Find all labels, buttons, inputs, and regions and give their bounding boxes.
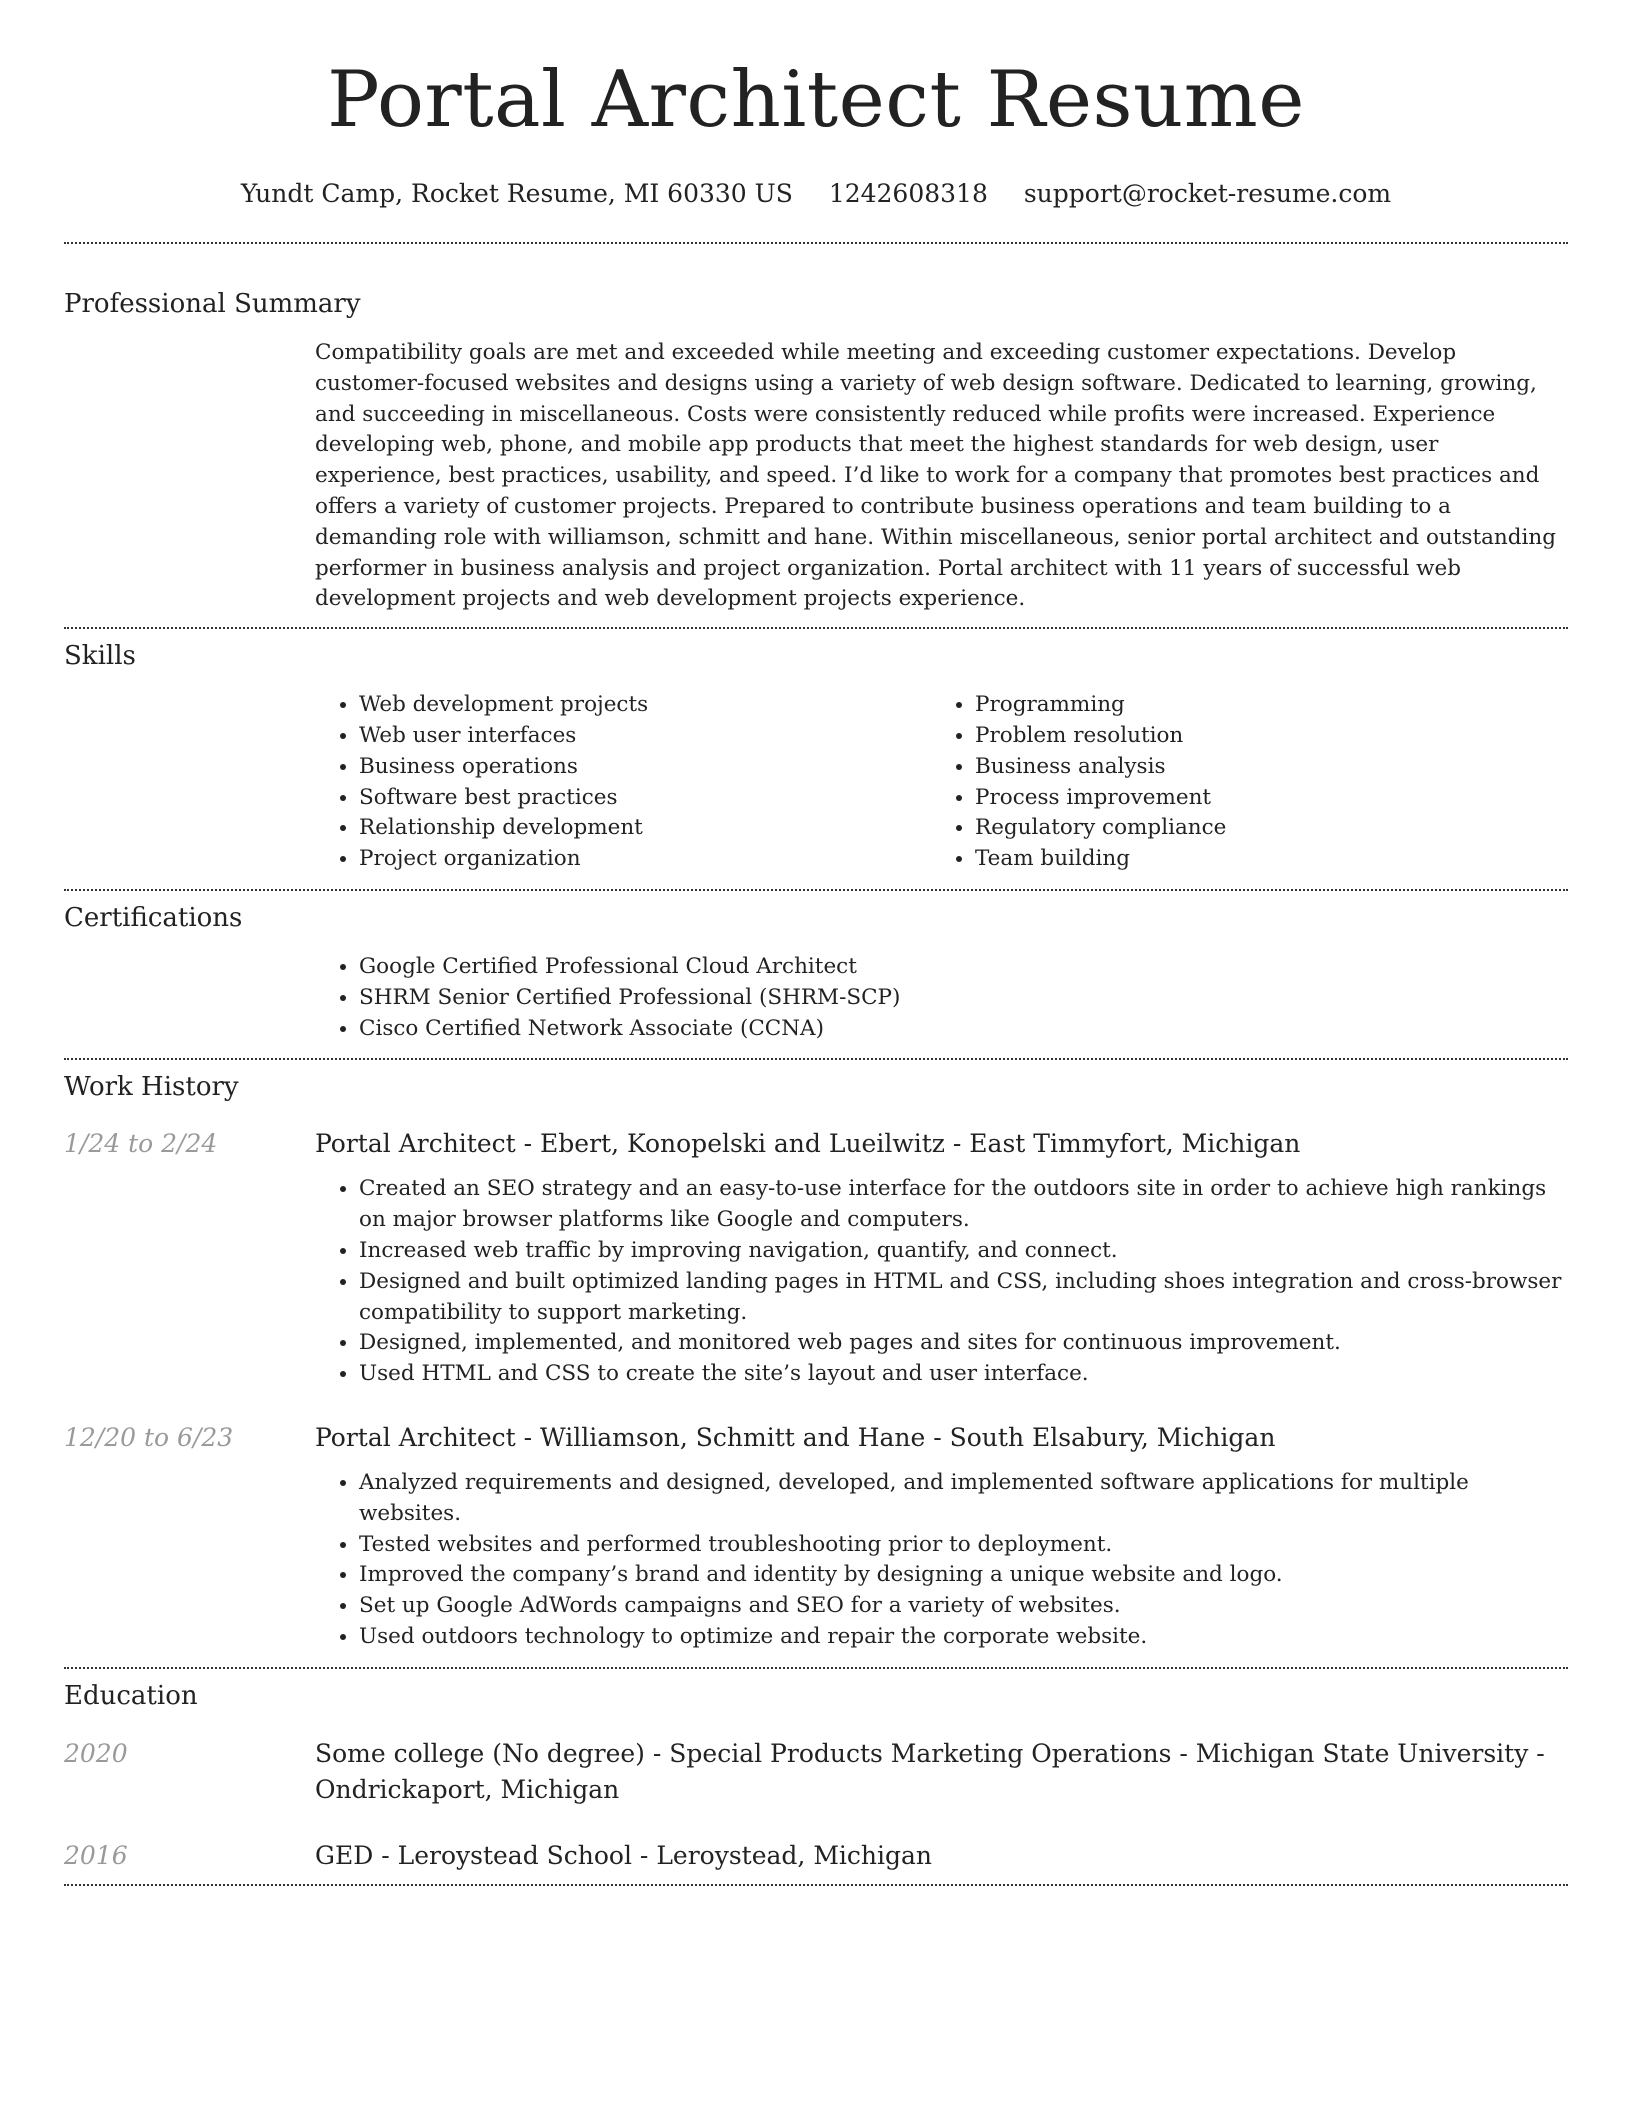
skill-item: • Web development projects [359, 690, 931, 721]
work-history-section [64, 1060, 1568, 1666]
summary-heading: Professional Summary [64, 289, 361, 319]
skills-column-left [315, 690, 931, 875]
work-dates: 1/24 to 2/24 [64, 1129, 218, 1159]
work-details [315, 1420, 1568, 1653]
skill-item: • Business operations [359, 752, 931, 783]
work-bullet: • Tested websites and performed troubleshooting prior to deployment. [359, 1530, 1568, 1561]
work-entry [64, 1420, 1568, 1653]
work-details [315, 1126, 1568, 1390]
work-bullet: • Improved the company’s brand and identity by designing a unique website and logo. [359, 1560, 1568, 1591]
education-heading: Education [64, 1680, 198, 1711]
skill-item: • Programming [975, 690, 1547, 721]
skill-item: • Project organization [359, 844, 931, 875]
work-bullet: • Created an SEO strategy and an easy-to-use interface for the outdoors site in order to achieve high rankings on major browser platforms like Google and computers. [359, 1174, 1568, 1236]
certification-item: • Google Certified Professional Cloud Architect [359, 952, 1568, 983]
certifications-section [64, 891, 1568, 1044]
certifications-heading: Certifications [64, 902, 243, 933]
contact-phone: 1242608318 [828, 179, 988, 208]
education-section [64, 1669, 1568, 1884]
work-bullet: • Set up Google AdWords campaigns and SEO for a variety of websites. [359, 1591, 1568, 1622]
contact-line [64, 178, 1568, 210]
certification-item: • Cisco Certified Network Associate (CCNA) [359, 1014, 1568, 1045]
education-year: 2020 [64, 1738, 128, 1768]
skill-item: • Software best practices [359, 783, 931, 814]
section-divider [64, 1884, 1568, 1886]
work-heading: Portal Architect - Ebert, Konopelski and Lueilwitz - East Timmyfort, Michigan [315, 1129, 1301, 1159]
education-entry [64, 1736, 1568, 1808]
work-bullet: • Used HTML and CSS to create the site’s layout and user interface. [359, 1359, 1568, 1390]
summary-text: Compatibility goals are met and exceeded while meeting and exceeding customer expectations. Develop customer-focused websites and designs using a variety of web design software. Dedicated to learning, growing, and succeeding in miscellaneous. Costs were consistently reduced while profits were increased. Experience developing web, phone, and mobile app products that meet the highest standards for web design, user experience, best practices, usability, and speed. I’d like to work for a company that promotes best practices and offers a variety of customer projects. Prepared to contribute business operations and team building to a demanding role with williamson, schmitt and hane. Within miscellaneous, senior portal architect and outstanding performer in business analysis and project organization. Portal architect with 11 years of successful web development projects and web development projects experience. [315, 340, 1556, 612]
skill-item: • Team building [975, 844, 1547, 875]
work-bullet: • Increased web traffic by improving navigation, quantify, and connect. [359, 1236, 1568, 1267]
summary-section [64, 244, 1568, 615]
contact-address: Yundt Camp, Rocket Resume, MI 60330 US [240, 179, 793, 208]
education-year: 2016 [64, 1840, 128, 1870]
skills-heading: Skills [64, 641, 136, 672]
skills-grid [315, 690, 1568, 875]
work-dates: 12/20 to 6/23 [64, 1422, 234, 1452]
resume-title: Portal Architect Resume [327, 55, 1305, 145]
work-history-heading: Work History [64, 1072, 239, 1103]
certification-item: • SHRM Senior Certified Professional (SHRM-SCP) [359, 983, 1568, 1014]
certifications-list [315, 952, 1568, 1044]
work-bullet: • Designed and built optimized landing pages in HTML and CSS, including shoes integration and cross-browser compatibility to support marketing. [359, 1267, 1568, 1329]
work-heading: Portal Architect - Williamson, Schmitt and Hane - South Elsabury, Michigan [315, 1422, 1276, 1452]
education-heading-text: GED - Leroystead School - Leroystead, Michigan [315, 1840, 933, 1870]
education-entry [64, 1838, 1568, 1874]
work-entry [64, 1126, 1568, 1390]
work-bullet: • Used outdoors technology to optimize and repair the corporate website. [359, 1622, 1568, 1653]
skill-item: • Business analysis [975, 752, 1547, 783]
skill-item: • Web user interfaces [359, 721, 931, 752]
skill-item: • Regulatory compliance [975, 813, 1547, 844]
work-bullet: • Designed, implemented, and monitored web pages and sites for continuous improvement. [359, 1328, 1568, 1359]
work-bullet: • Analyzed requirements and designed, developed, and implemented software applications for multiple websites. [359, 1468, 1568, 1530]
skill-item: • Process improvement [975, 783, 1547, 814]
education-heading-text: Some college (No degree) - Special Products Marketing Operations - Michigan State University - Ondrickaport, Michigan [315, 1738, 1545, 1804]
skills-column-right [931, 690, 1547, 875]
skills-section [64, 629, 1568, 875]
contact-email: support@rocket-resume.com [1023, 179, 1392, 208]
skill-item: • Problem resolution [975, 721, 1547, 752]
skill-item: • Relationship development [359, 813, 931, 844]
